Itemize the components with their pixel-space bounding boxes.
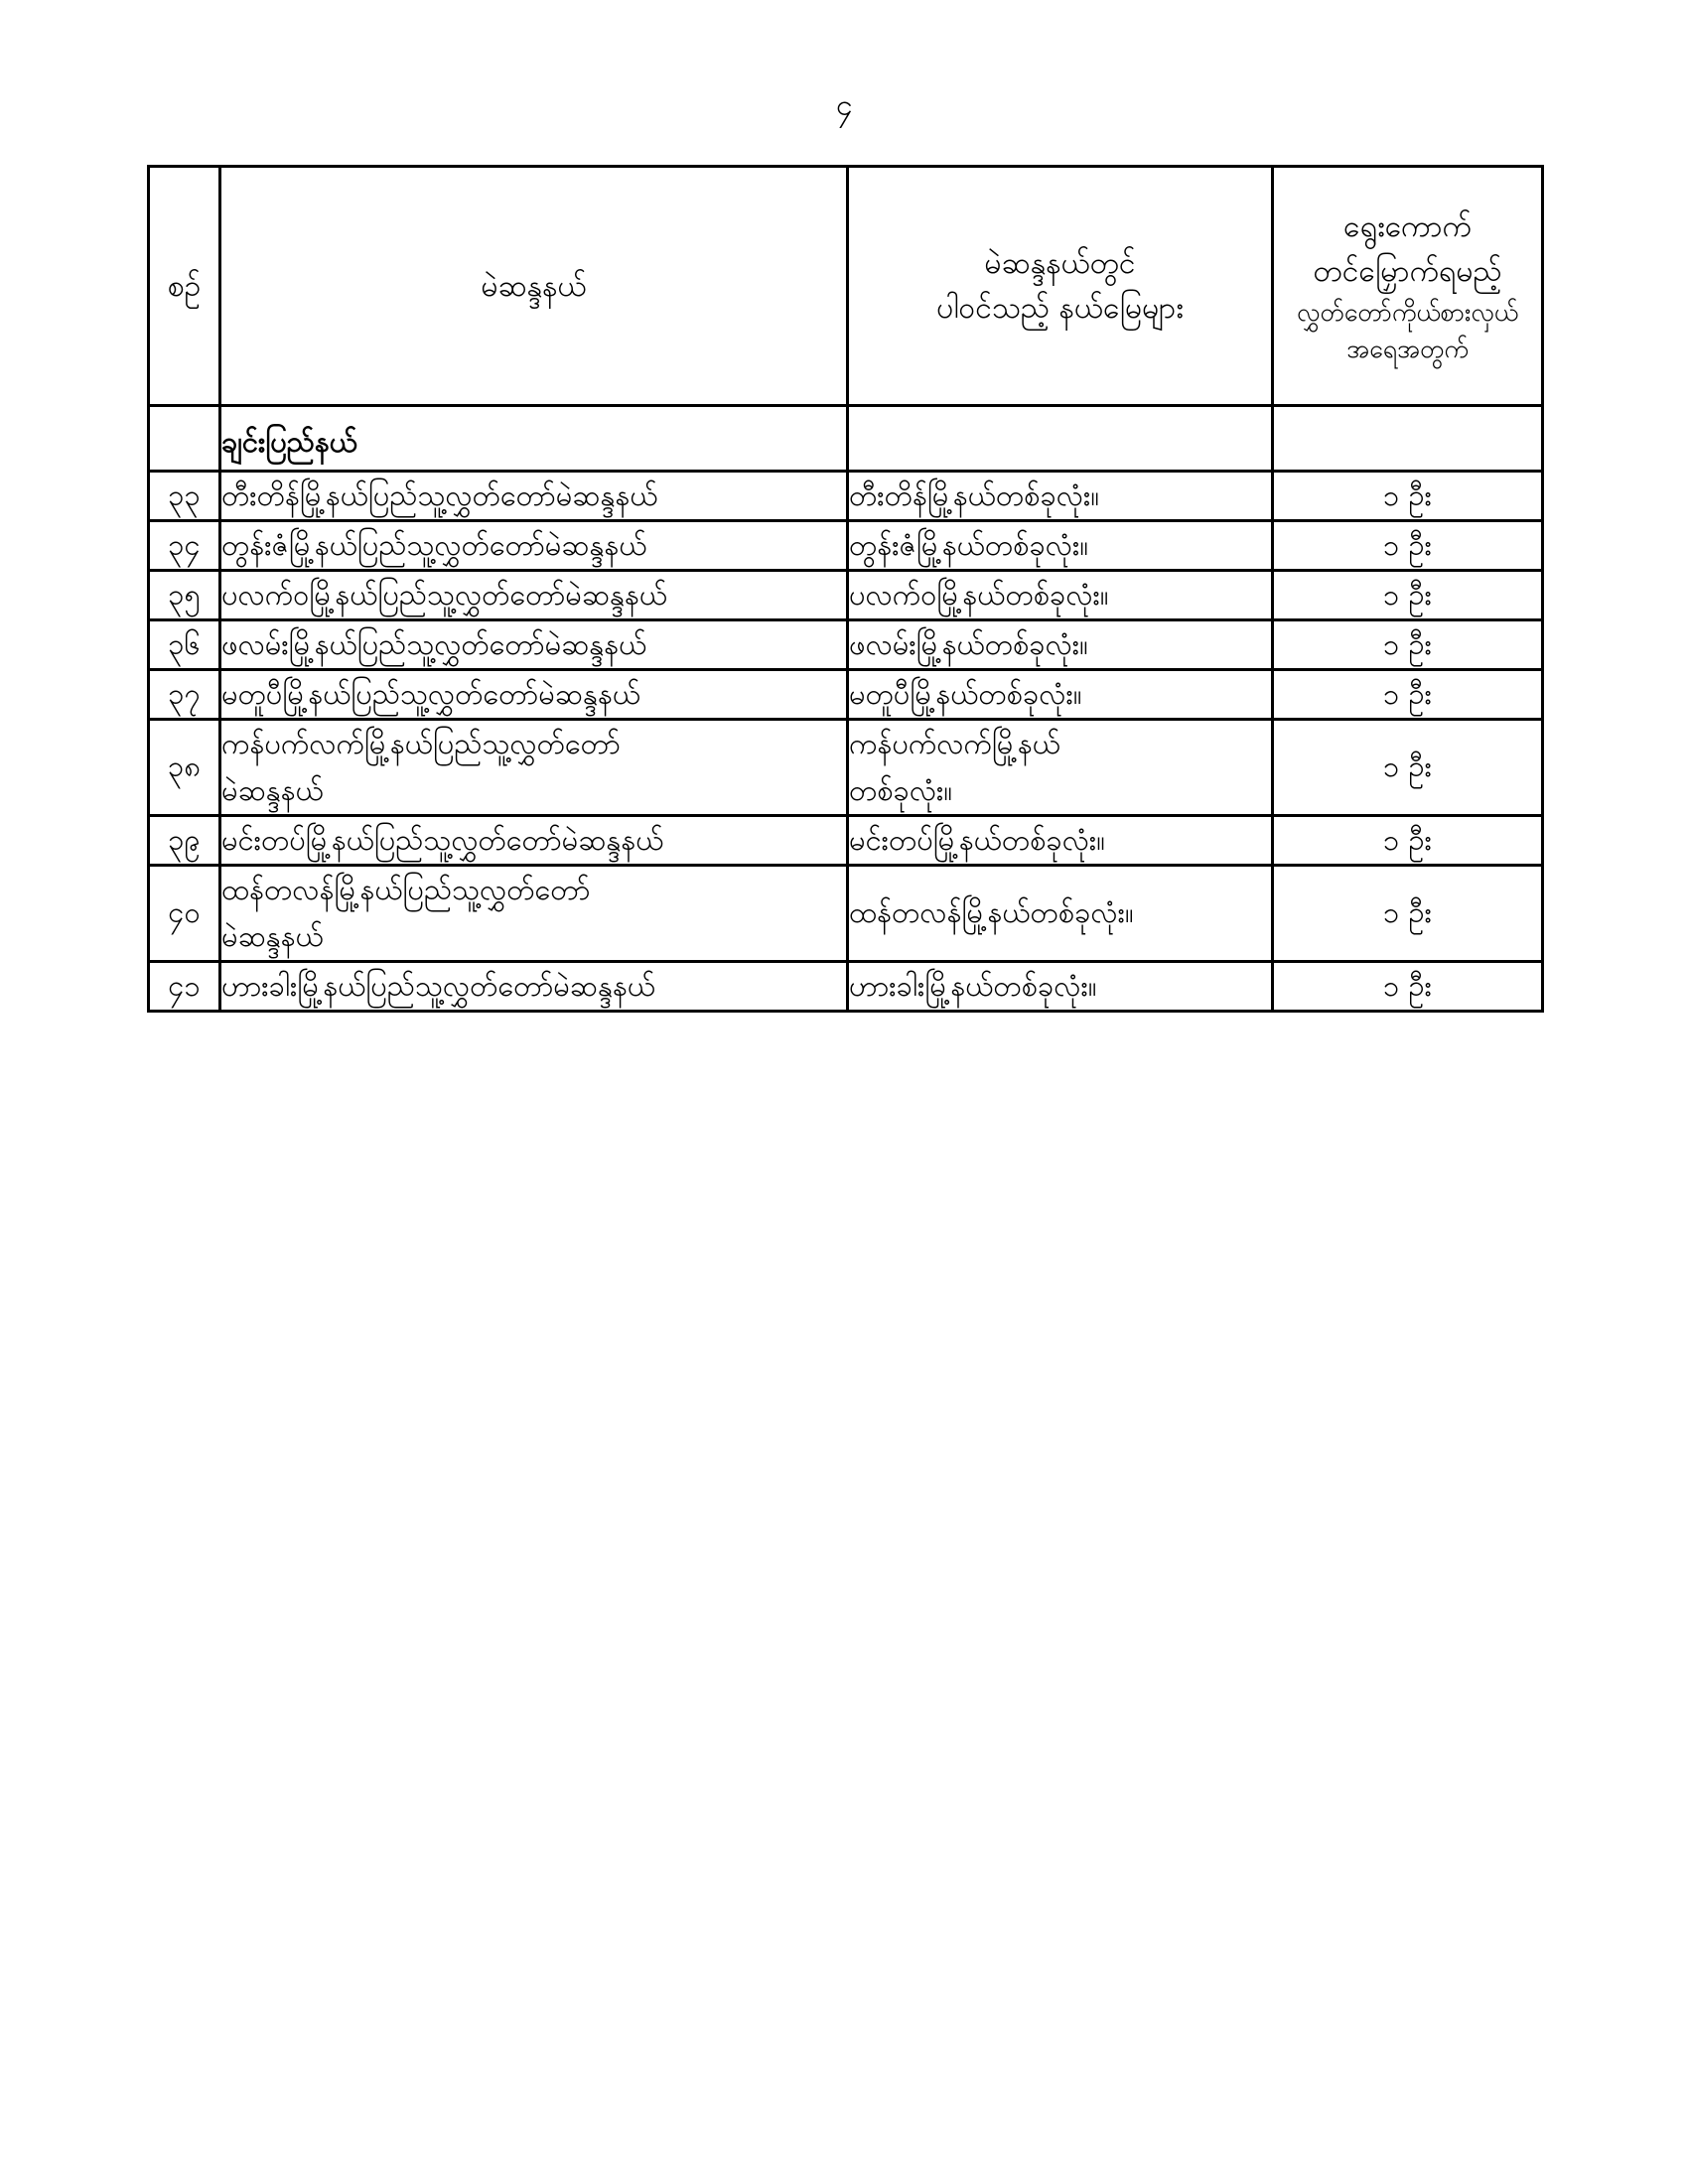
row-constituency-line1: ဟားခါးမြို့နယ်ပြည်သူ့လွှတ်တော်မဲဆန္ဒနယ် (221, 968, 655, 1003)
row-no: ၃၅ (149, 570, 220, 619)
row-areas-line1: မင်းတပ်မြို့နယ်တစ်ခုလုံး။ (849, 822, 1106, 857)
table-row (149, 669, 1543, 719)
row-no: ၃၈ (149, 719, 220, 815)
row-constituency-line1: တွန်းဇံမြို့နယ်ပြည်သူ့လွှတ်တော်မဲဆန္ဒနယ် (221, 527, 647, 562)
row-no: ၄၀ (149, 865, 220, 961)
row-constituency-line1: မင်းတပ်မြို့နယ်ပြည်သူ့လွှတ်တော်မဲဆန္ဒနယ် (221, 822, 664, 857)
section-title: ချင်းပြည်နယ် (220, 406, 848, 472)
table-body (149, 406, 1543, 1012)
row-count: ၁ ဦး (1273, 719, 1543, 815)
table-row (149, 471, 1543, 520)
row-constituency (220, 570, 848, 619)
row-constituency-line2: မဲဆန္ဒနယ် (221, 772, 324, 807)
header-count-line4: အရေအတွက် (1346, 335, 1469, 363)
row-no: ၃၄ (149, 520, 220, 570)
row-areas (848, 669, 1273, 719)
row-areas (848, 471, 1273, 520)
row-areas (848, 815, 1273, 865)
row-constituency-line2: မဲဆန္ဒနယ် (221, 918, 324, 953)
table-row (149, 719, 1543, 815)
row-constituency (220, 471, 848, 520)
row-constituency-line1: တီးတိန်မြို့နယ်ပြည်သူ့လွှတ်တော်မဲဆန္ဒနယ် (221, 478, 658, 512)
page-number: ၄ (835, 88, 853, 123)
table-header-row (149, 167, 1543, 406)
row-areas (848, 865, 1273, 961)
row-areas (848, 961, 1273, 1011)
header-constituency: မဲဆန္ဒနယ် (220, 167, 848, 406)
row-count: ၁ ဦး (1273, 520, 1543, 570)
table-row (149, 520, 1543, 570)
row-no: ၃၆ (149, 619, 220, 669)
row-no: ၃၉ (149, 815, 220, 865)
section-areas (848, 406, 1273, 472)
row-count: ၁ ဦး (1273, 669, 1543, 719)
header-count-line2: တင်မြှောက်ရမည့် (1313, 253, 1502, 289)
header-count (1273, 167, 1543, 406)
row-no: ၄၁ (149, 961, 220, 1011)
row-constituency-line1: ပလက်ဝမြို့နယ်ပြည်သူ့လွှတ်တော်မဲဆန္ဒနယ် (221, 577, 668, 612)
row-areas-line1: ကန်ပက်လက်မြို့နယ် (849, 726, 1060, 760)
row-count: ၁ ဦး (1273, 961, 1543, 1011)
constituency-table (147, 165, 1544, 1013)
table-row (149, 815, 1543, 865)
row-count: ၁ ဦး (1273, 815, 1543, 865)
row-areas-line1: မတူပီမြို့နယ်တစ်ခုလုံး။ (849, 676, 1082, 711)
row-count: ၁ ဦး (1273, 865, 1543, 961)
row-no: ၃၃ (149, 471, 220, 520)
row-constituency-line1: မတူပီမြို့နယ်ပြည်သူ့လွှတ်တော်မဲဆန္ဒနယ် (221, 676, 640, 711)
row-constituency-line1: ကန်ပက်လက်မြို့နယ်ပြည်သူ့လွှတ်တော် (221, 726, 621, 760)
table-row (149, 865, 1543, 961)
row-areas (848, 570, 1273, 619)
section-count (1273, 406, 1543, 472)
row-constituency (220, 815, 848, 865)
header-count-line3: လွှတ်တော်ကိုယ်စားလှယ် (1296, 297, 1519, 327)
row-constituency-line1: ထန်တလန်မြို့နယ်ပြည်သူ့လွှတ်တော် (221, 872, 591, 906)
table-header (149, 167, 1543, 406)
row-no: ၃၇ (149, 669, 220, 719)
row-count: ၁ ဦး (1273, 619, 1543, 669)
row-constituency (220, 719, 848, 815)
row-areas-line1: ဟားခါးမြို့နယ်တစ်ခုလုံး။ (849, 968, 1097, 1003)
header-no: စဉ် (149, 167, 220, 406)
row-areas-line1: တီးတိန်မြို့နယ်တစ်ခုလုံး။ (849, 478, 1100, 512)
row-constituency-line1: ဖလမ်းမြို့နယ်ပြည်သူ့လွှတ်တော်မဲဆန္ဒနယ် (221, 626, 647, 661)
table-row (149, 619, 1543, 669)
row-constituency (220, 961, 848, 1011)
header-count-line1: ရွေးကောက် (1342, 208, 1473, 244)
table-row (149, 570, 1543, 619)
row-areas-line1: ပလက်ဝမြို့နယ်တစ်ခုလုံး။ (849, 577, 1109, 612)
row-areas-line1: ထန်တလန်မြို့နယ်တစ်ခုလုံး။ (849, 895, 1134, 930)
table-row (149, 961, 1543, 1011)
row-count: ၁ ဦး (1273, 471, 1543, 520)
row-constituency (220, 619, 848, 669)
row-constituency (220, 520, 848, 570)
row-count: ၁ ဦး (1273, 570, 1543, 619)
row-constituency (220, 669, 848, 719)
row-areas-line2: တစ်ခုလုံး။ (849, 772, 953, 807)
row-areas (848, 520, 1273, 570)
row-constituency (220, 865, 848, 961)
row-areas (848, 619, 1273, 669)
section-header-row (149, 406, 1543, 472)
row-areas-line1: ဖလမ်းမြို့နယ်တစ်ခုလုံး။ (849, 626, 1088, 661)
header-areas-line2: ပါဝင်သည့် နယ်မြေများ (936, 291, 1184, 326)
section-no (149, 406, 220, 472)
row-areas (848, 719, 1273, 815)
row-areas-line1: တွန်းဇံမြို့နယ်တစ်ခုလုံး။ (849, 527, 1089, 562)
header-areas (848, 167, 1273, 406)
constituency-table-container (147, 165, 1541, 1013)
header-areas-line1: မဲဆန္ဒနယ်တွင် (984, 246, 1136, 281)
